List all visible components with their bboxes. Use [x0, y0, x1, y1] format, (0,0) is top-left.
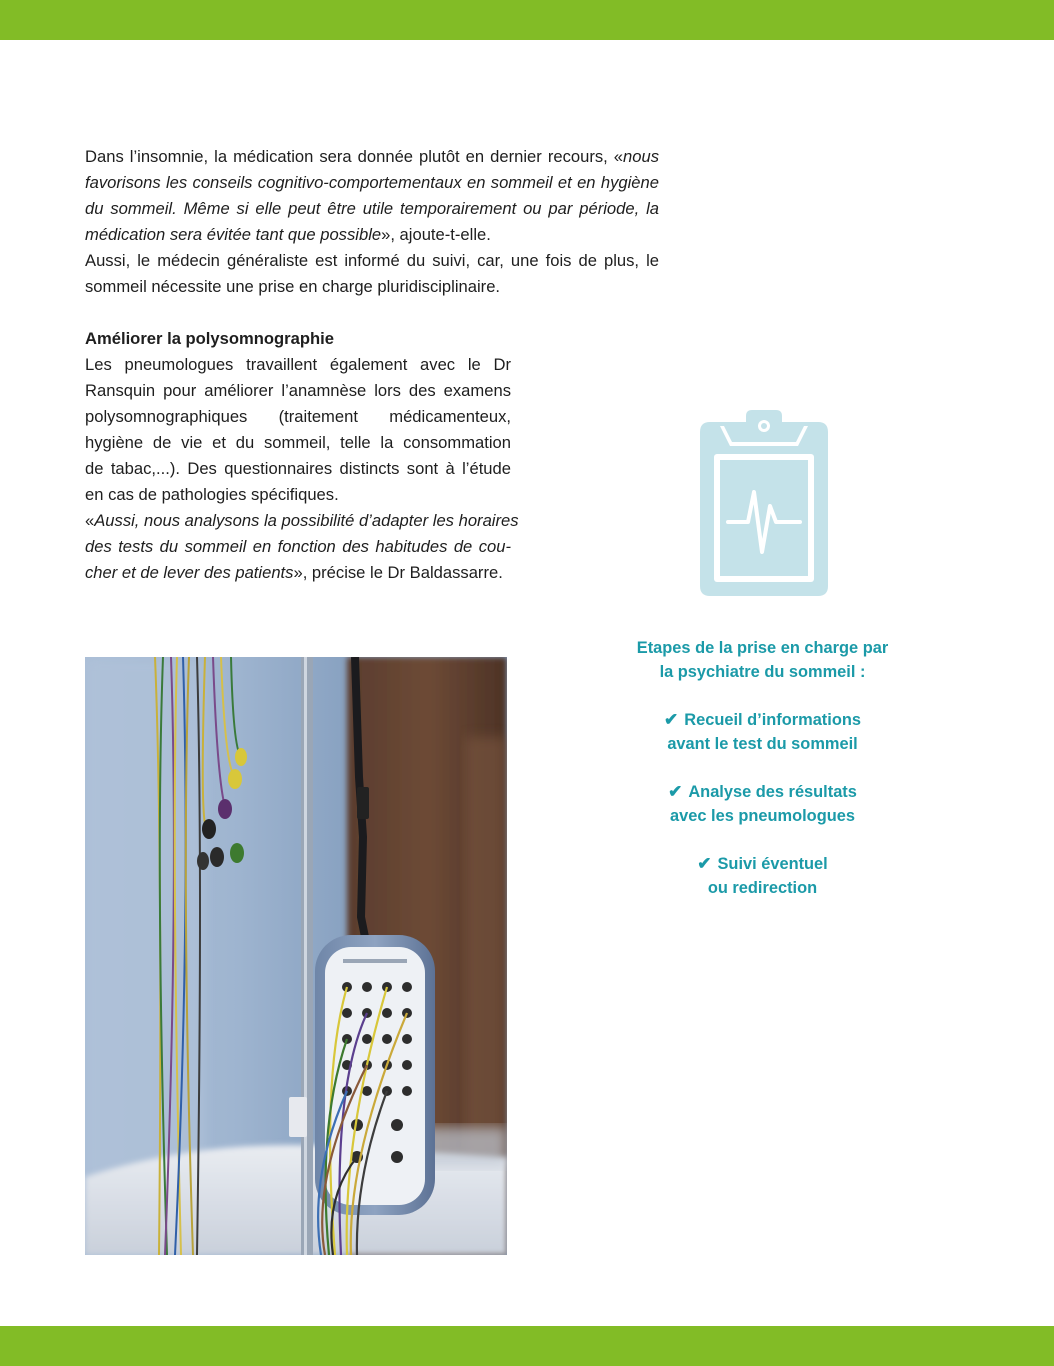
p3-line-4: hygiène de vie et du sommeil, telle la consommation [85, 433, 511, 452]
p1-line-3: du sommeil. Même si elle peut être utile temporairement ou par période, la [85, 199, 659, 218]
p2-line-2: sommeil nécessite une prise en charge pluridisciplinaire. [85, 277, 501, 296]
paragraph-polysomnography [85, 352, 519, 586]
sidebar-intro-line-2: la psychiatre du sommeil : [659, 663, 866, 681]
p3-line-5: de tabac,...). Des questionnaires distincts sont à l’étude [85, 459, 511, 478]
paragraph-generalist [85, 248, 659, 300]
p3-line-3: polysomnographiques (traitement médicamenteux, [85, 407, 511, 426]
p3-line-9: cher et de lever des patients», précise le Dr Baldassarre. [85, 563, 503, 582]
section-heading: Améliorer la polysomnographie [85, 329, 334, 348]
p1-line-1: Dans l’insomnie, la médication sera donnée plutôt en dernier recours, «nous [85, 147, 659, 166]
p1-line-4: médication sera évitée tant que possible», ajoute-t-elle. [85, 225, 491, 244]
sidebar-intro-line-1: Etapes de la prise en charge par [636, 639, 889, 657]
p3-line-8: des tests du sommeil en fonction des habitudes de cou- [85, 537, 511, 556]
checkmark-icon: ✔ [668, 782, 683, 801]
bottom-green-band [0, 1326, 1054, 1366]
polysomnography-device-photo [85, 657, 507, 1255]
p3-line-1: Les pneumologues travaillent également avec le Dr [85, 355, 511, 374]
p3-line-6: en cas de pathologies spécifiques. [85, 485, 339, 504]
clipboard-heartbeat-icon [700, 410, 828, 596]
p3-line-2: Ransquin pour améliorer l’anamnèse lors des examens [85, 381, 511, 400]
care-step-2: ✔ Analyse des résultats avec les pneumologues [668, 782, 857, 825]
care-step-1: ✔ Recueil d’informations avant le test du sommeil [664, 710, 861, 753]
care-step-3: ✔ Suivi éventuel ou redirection [697, 854, 828, 897]
care-steps-sidebar [600, 636, 925, 900]
checkmark-icon: ✔ [664, 710, 679, 729]
p2-line-1: Aussi, le médecin généraliste est informé du suivi, car, une fois de plus, le [85, 251, 659, 270]
paragraph-insomnia [85, 144, 659, 248]
checkmark-icon: ✔ [697, 854, 712, 873]
p1-line-2: favorisons les conseils cognitivo-comportementaux en sommeil et en hygiène [85, 173, 659, 192]
p3-line-7: «Aussi, nous analysons la possibilité d’adapter les horaires [85, 511, 519, 530]
top-green-band [0, 0, 1054, 40]
